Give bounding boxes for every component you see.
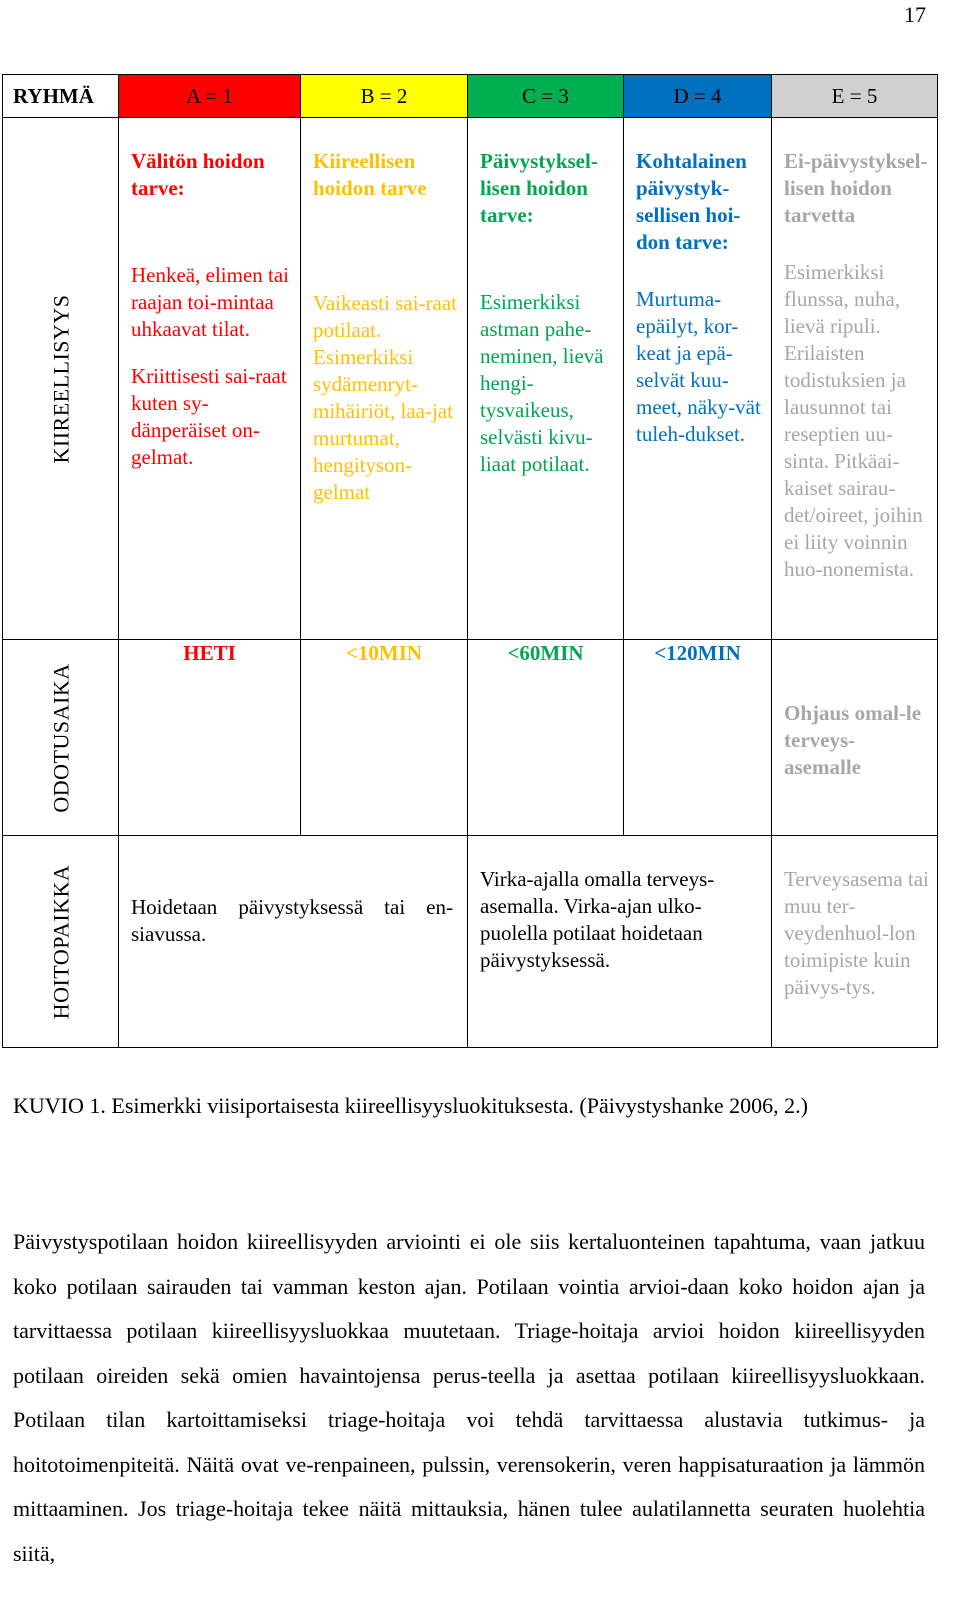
urgency-cell-b bbox=[301, 118, 468, 640]
care-place-cd: Virka-ajalla omalla terveys-asemalla. Virka-ajan ulko-puolella potilaat hoidetaan päivystyksessä. bbox=[468, 836, 772, 1048]
waiting-row bbox=[3, 640, 938, 836]
need-title-b: Kiireellisen hoidon tarve bbox=[313, 149, 427, 200]
waiting-e: Ohjaus omal-le terveys-asemalle bbox=[772, 640, 938, 836]
need-title-e: Ei-päivystyksel-lisen hoidon tarvetta bbox=[784, 149, 928, 227]
urgency-text-e: Esimerkiksi flunssa, nuha, lievä ripuli. Erilaisten todistuksien ja lausunnot tai reseptien uu-sinta. Pitkäai-kaiset sairau-det/oireet, joihin ei liity voinnin huo-nonemista. bbox=[784, 260, 923, 581]
class-d-header: D = 4 bbox=[624, 75, 772, 118]
body-paragraph: Päivystyspotilaan hoidon kiireellisyyden arviointi ei ole siis kertaluonteinen tapahtuma, vaan jatkuu koko potilaan sairauden tai vamman keston ajan. Potilaan vointia arvioi-daan koko hoidon ajan ja tarvittaessa potilaan kiireellisyysluokkaa muutetaan. Triage-hoitaja arvioi hoidon kiireellisyyden potilaan oireiden sekä omien havaintojensa perus-teella ja asettaa potilaan kiireellisyysluokkaan. Potilaan tilan kartoittamiseksi triage-hoitaja voi tehdä tarvittaessa alustavia tutkimus- ja hoitotoimenpiteitä. Näitä ovat ve-renpaineen, pulssin, verensokerin, veren happisaturaation ja lämmön mittaaminen. Jos triage-hoitaja tekee näitä mittauksia, hänen tulee aulatilannetta seuraten huolehtia siitä, bbox=[13, 1229, 925, 1566]
care-place-row-label: HOITOPAIKKA bbox=[3, 836, 119, 1048]
urgency-text-a-1: Henkeä, elimen tai raajan toi-mintaa uhkaavat tilat. bbox=[131, 263, 290, 341]
urgency-text-a-2: Kriittisesti sai-raat kuten sy-dänperäiset on-gelmat. bbox=[131, 364, 287, 469]
urgency-text-d: Murtuma-epäilyt, kor-keat ja epä-selvät kuu-meet, näky-vät tuleh-dukset. bbox=[636, 287, 761, 446]
need-title-d: Kohtalainen päivystyk-sellisen hoi-don tarve: bbox=[636, 149, 747, 254]
urgency-row-label: KIIREELLISYYS bbox=[3, 118, 119, 640]
waiting-c: <60MIN bbox=[468, 640, 624, 836]
class-c-header: C = 3 bbox=[468, 75, 624, 118]
urgency-text-b: Vaikeasti sai-raat potilaat. Esimerkiksi sydämenryt-mihäiriöt, laa-jat murtumat, hengityson-gelmat bbox=[313, 291, 458, 504]
care-place-ab: Hoidetaan päivystyksessä tai en-siavussa. bbox=[119, 836, 468, 1048]
care-place-e: Terveysasema tai muu ter-veydenhuol-lon toimipiste kuin päivys-tys. bbox=[772, 836, 938, 1048]
table-header-row bbox=[3, 75, 938, 118]
triage-classification-table bbox=[2, 74, 938, 1048]
urgency-cell-a bbox=[119, 118, 301, 640]
page-number: 17 bbox=[904, 2, 926, 27]
group-header: RYHMÄ bbox=[3, 75, 119, 118]
urgency-cell-c bbox=[468, 118, 624, 640]
class-a-header: A = 1 bbox=[119, 75, 301, 118]
waiting-a: HETI bbox=[119, 640, 301, 836]
urgency-cell-e bbox=[772, 118, 938, 640]
waiting-b: <10MIN bbox=[301, 640, 468, 836]
figure-caption: KUVIO 1. Esimerkki viisiportaisesta kiireellisyysluokituksesta. (Päivystyshanke 2006, 2.) bbox=[13, 1093, 808, 1118]
care-place-row bbox=[3, 836, 938, 1048]
urgency-text-c: Esimerkiksi astman pahe-neminen, lievä hengi-tysvaikeus, selvästi kivu-liaat potilaat. bbox=[480, 290, 604, 476]
waiting-row-label: ODOTUSAIKA bbox=[3, 640, 119, 836]
need-title-a: Välitön hoidon tarve: bbox=[131, 149, 265, 200]
waiting-d: <120MIN bbox=[624, 640, 772, 836]
class-e-header: E = 5 bbox=[772, 75, 938, 118]
class-b-header: B = 2 bbox=[301, 75, 468, 118]
need-title-c: Päivystyksel-lisen hoidon tarve: bbox=[480, 149, 598, 227]
urgency-cell-d bbox=[624, 118, 772, 640]
urgency-row bbox=[3, 118, 938, 640]
